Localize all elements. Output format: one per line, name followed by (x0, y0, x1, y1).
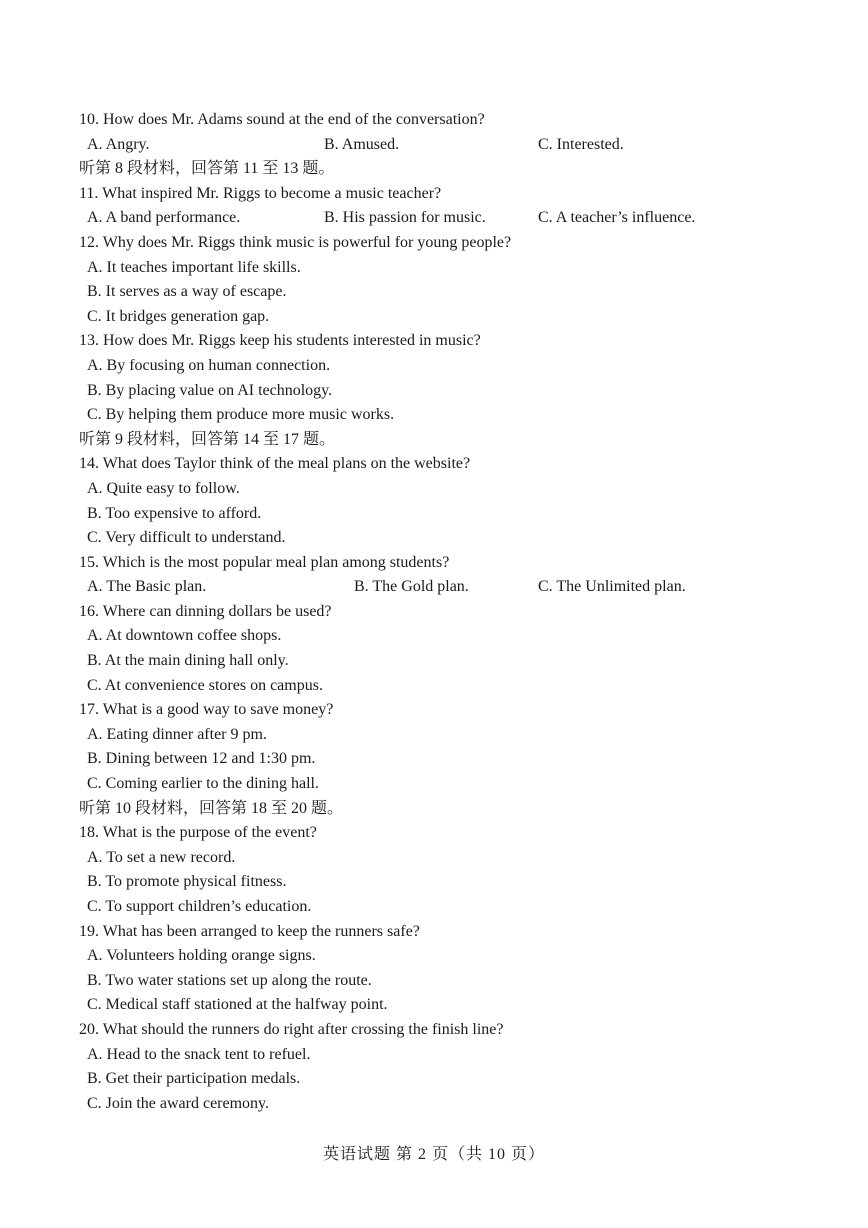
answer-option: B. Too expensive to afford. (87, 504, 262, 522)
question-stem: 15. Which is the most popular meal plan among students? (79, 553, 450, 571)
answer-option: B. It serves as a way of escape. (87, 283, 287, 301)
answer-option: B. Get their participation medals. (87, 1070, 301, 1088)
section-instruction: 听第 10 段材料，回答第 18 至 20 题。 (79, 799, 344, 817)
answer-option: B. Amused. (324, 135, 400, 153)
answer-option: C. The Unlimited plan. (538, 578, 686, 596)
answer-option: A. To set a new record. (87, 848, 236, 866)
answer-option: C. Medical staff stationed at the halfway point. (87, 996, 388, 1014)
answer-option: A. By focusing on human connection. (87, 356, 331, 374)
answer-option: C. To support children’s education. (87, 898, 312, 915)
question-stem: 16. Where can dinning dollars be used? (79, 602, 332, 620)
answer-option: C. A teacher’s influence. (538, 209, 696, 227)
section-instruction: 听第 9 段材料，回答第 14 至 17 题。 (79, 430, 336, 448)
answer-option: C. It bridges generation gap. (87, 307, 270, 325)
answer-options-row (79, 133, 839, 158)
page-footer: 英语试题 第 2 页（共 10 页） (322, 1146, 545, 1163)
question-list (79, 108, 839, 1116)
answer-option: B. By placing value on AI technology. (87, 381, 333, 399)
answer-option: C. Join the award ceremony. (87, 1094, 270, 1112)
answer-option: C. Coming earlier to the dining hall. (87, 775, 319, 793)
answer-option: B. To promote physical fitness. (87, 873, 287, 891)
answer-option: B. His passion for music. (324, 209, 486, 227)
answer-option: A. It teaches important life skills. (87, 258, 301, 276)
answer-option: B. Two water stations set up along the route. (87, 971, 372, 989)
answer-option: C. Very difficult to understand. (87, 529, 286, 547)
answer-option: C. By helping them produce more music works. (87, 406, 395, 424)
answer-option: A. The Basic plan. (87, 578, 207, 596)
answer-options-row (79, 575, 839, 600)
answer-option: A. Head to the snack tent to refuel. (87, 1045, 311, 1063)
question-stem: 14. What does Taylor think of the meal plans on the website? (79, 455, 471, 473)
question-stem: 19. What has been arranged to keep the runners safe? (79, 922, 420, 940)
question-stem: 11. What inspired Mr. Riggs to become a music teacher? (79, 184, 442, 202)
answer-option: B. At the main dining hall only. (87, 652, 289, 670)
answer-option: A. Volunteers holding orange signs. (87, 947, 316, 965)
question-stem: 17. What is a good way to save money? (79, 701, 334, 719)
question-stem: 12. Why does Mr. Riggs think music is powerful for young people? (79, 233, 512, 251)
answer-option: B. The Gold plan. (354, 578, 469, 596)
question-stem: 13. How does Mr. Riggs keep his students interested in music? (79, 332, 481, 350)
question-stem: 10. How does Mr. Adams sound at the end of the conversation? (79, 111, 485, 128)
answer-option: A. At downtown coffee shops. (87, 627, 282, 645)
question-stem: 18. What is the purpose of the event? (79, 824, 317, 842)
answer-option: C. At convenience stores on campus. (87, 676, 323, 694)
answer-option: A. A band performance. (87, 209, 241, 227)
answer-option: C. Interested. (538, 135, 624, 153)
section-instruction: 听第 8 段材料，回答第 11 至 13 题。 (79, 160, 335, 178)
answer-option: A. Angry. (87, 135, 150, 153)
answer-option: B. Dining between 12 and 1:30 pm. (87, 750, 316, 768)
answer-option: A. Eating dinner after 9 pm. (87, 725, 267, 743)
answer-options-row (79, 206, 839, 231)
answer-option: A. Quite easy to follow. (87, 479, 240, 497)
question-stem: 20. What should the runners do right after crossing the finish line? (79, 1020, 504, 1038)
